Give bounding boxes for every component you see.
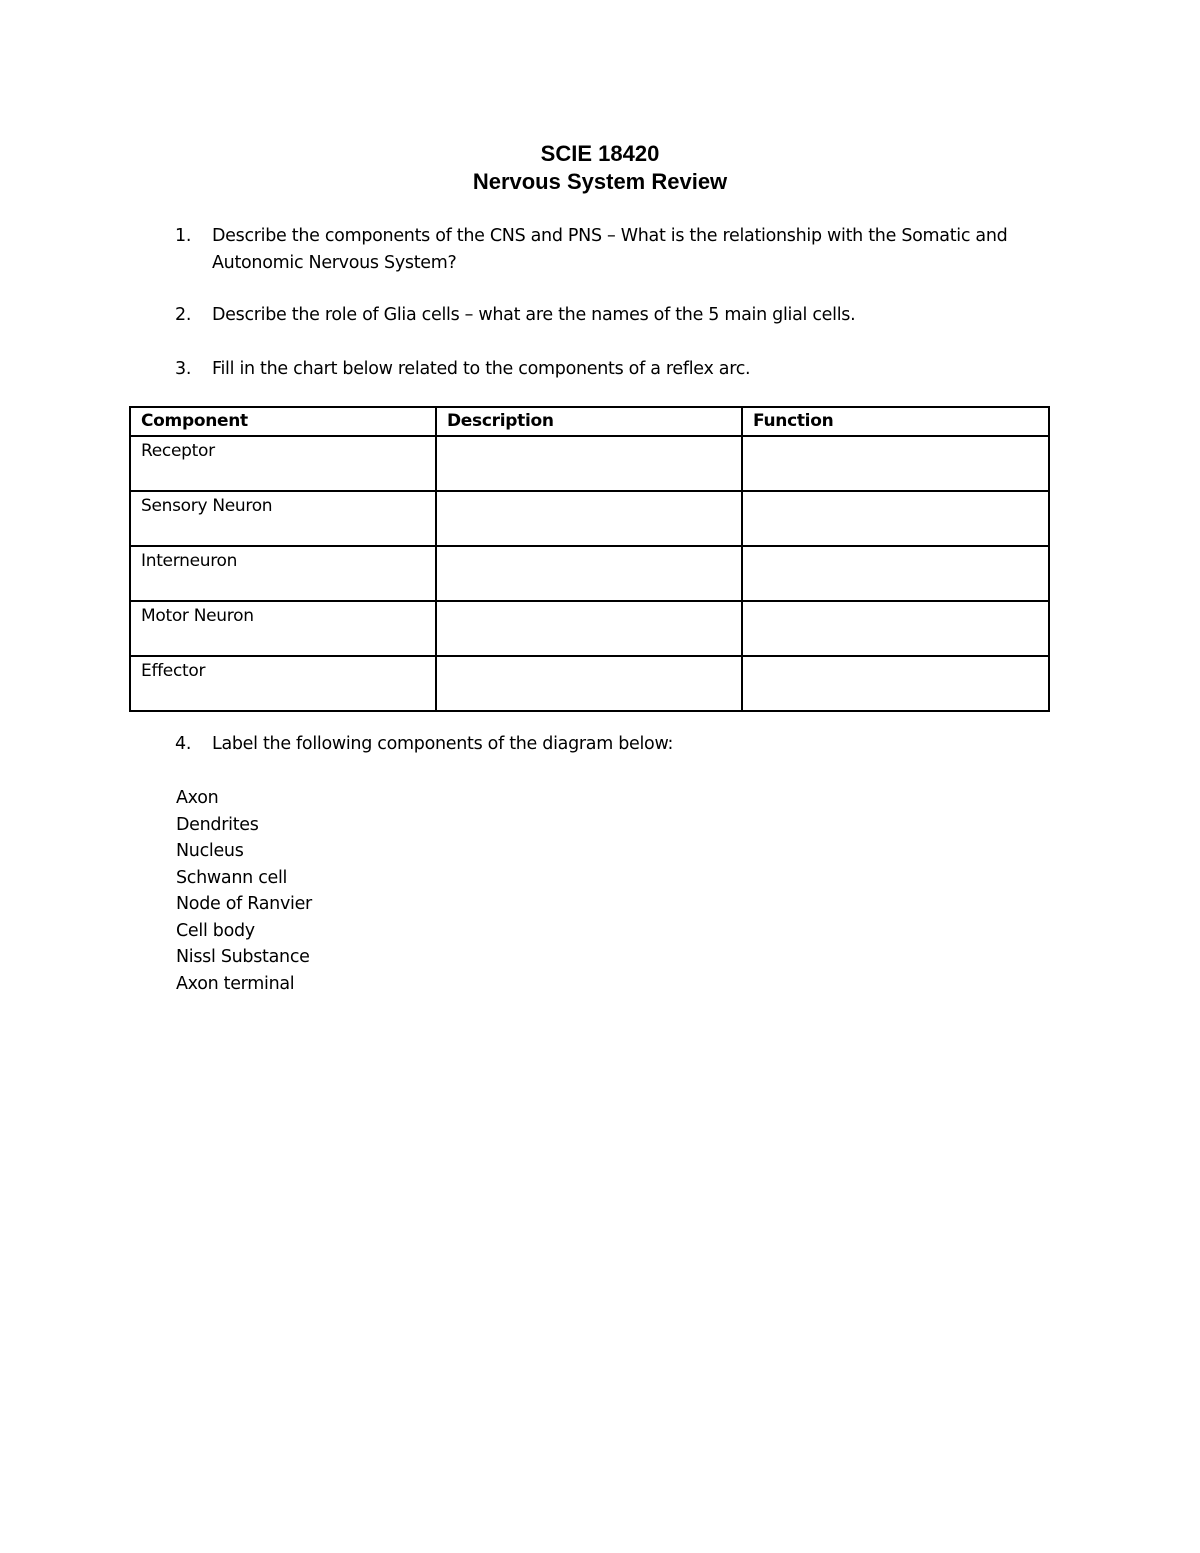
function-cell[interactable] <box>742 601 1049 656</box>
function-cell[interactable] <box>742 546 1049 601</box>
function-cell[interactable] <box>742 436 1049 491</box>
list-item: Dendrites <box>176 814 259 835</box>
question-number: 3. <box>175 359 192 379</box>
table-row <box>130 656 1049 711</box>
header-function: Function <box>742 407 1049 436</box>
description-cell[interactable] <box>436 436 742 491</box>
component-cell: Sensory Neuron <box>130 491 436 546</box>
description-cell[interactable] <box>436 656 742 711</box>
diagram-components-list <box>176 785 312 997</box>
reflex-arc-table <box>129 406 1050 712</box>
question-number: 2. <box>175 305 192 325</box>
function-cell[interactable] <box>742 656 1049 711</box>
list-item: Cell body <box>176 920 255 941</box>
table-row <box>130 601 1049 656</box>
list-item: Axon <box>176 788 219 808</box>
component-cell: Motor Neuron <box>130 601 436 656</box>
table-row <box>130 491 1049 546</box>
header-description: Description <box>436 407 742 436</box>
component-cell: Receptor <box>130 436 436 491</box>
question-text: Label the following components of the diagram below: <box>212 734 674 754</box>
list-item: Nucleus <box>176 841 244 861</box>
list-item: Schwann cell <box>176 867 288 888</box>
list-item: Nissl Substance <box>176 947 310 967</box>
question-text: Describe the role of Glia cells – what are the names of the 5 main glial cells. <box>212 305 856 325</box>
header-component: Component <box>130 407 436 436</box>
document-header <box>0 140 1200 196</box>
question-3 <box>175 356 1045 383</box>
course-code: SCIE 18420 <box>540 141 660 166</box>
question-text: Fill in the chart below related to the components of a reflex arc. <box>212 359 751 379</box>
question-1 <box>175 223 1045 277</box>
question-4 <box>175 731 1045 758</box>
description-cell[interactable] <box>436 601 742 656</box>
component-cell: Effector <box>130 656 436 711</box>
description-cell[interactable] <box>436 491 742 546</box>
table-row <box>130 436 1049 491</box>
list-item: Axon terminal <box>176 973 295 994</box>
description-cell[interactable] <box>436 546 742 601</box>
list-item: Node of Ranvier <box>176 894 312 914</box>
question-number: 1. <box>175 226 192 246</box>
table-header-row <box>130 407 1049 436</box>
question-2 <box>175 302 1045 329</box>
document-title: Nervous System Review <box>472 169 728 194</box>
component-cell: Interneuron <box>130 546 436 601</box>
question-text: Describe the components of the CNS and PNS – What is the relationship with the Somatic and Autonomic Nervous System? <box>212 226 1008 273</box>
table-row <box>130 546 1049 601</box>
question-number: 4. <box>175 734 192 754</box>
function-cell[interactable] <box>742 491 1049 546</box>
